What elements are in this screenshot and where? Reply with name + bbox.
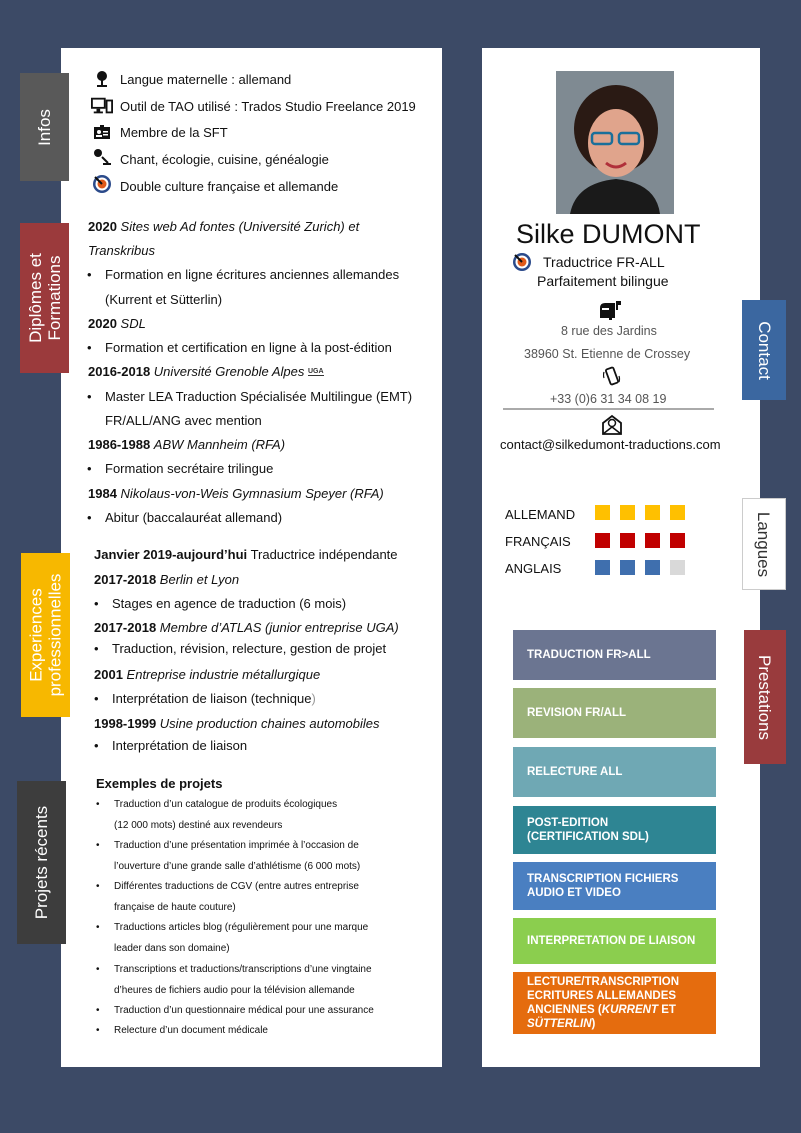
diplome-entry: 2020 SDL <box>88 316 146 331</box>
mailbox-icon <box>598 300 622 325</box>
language-name: FRANÇAIS <box>505 534 571 549</box>
prestation-traduction: TRADUCTION FR>ALL <box>513 630 716 680</box>
language-level-square <box>645 560 660 575</box>
language-name: ANGLAIS <box>505 561 562 576</box>
experience-item: • Traduction, révision, relecture, gestion de projet <box>112 641 386 656</box>
info-line: Outil de TAO utilisé : Trados Studio Freelance 2019 <box>120 99 416 114</box>
language-level-square <box>620 533 635 548</box>
language-level-square <box>670 533 685 548</box>
langues-tab: Langues <box>742 498 786 590</box>
experience-entry: 2017-2018 Berlin et Lyon <box>94 572 240 587</box>
language-level-square <box>645 505 660 520</box>
projet-line: • Relecture d’un document médicale <box>114 1025 268 1036</box>
projets-title: Exemples de projets <box>96 776 223 791</box>
diplome-item: • Formation en ligne écritures anciennes allemandes <box>105 267 399 282</box>
diplome-entry: 1984 Nikolaus-von-Weis Gymnasium Speyer (RFA) <box>88 486 384 501</box>
phone-number[interactable]: +33 (0)6 31 34 08 19 <box>550 392 667 406</box>
email-address[interactable]: contact@silkedumont-traductions.com <box>500 437 721 452</box>
experience-entry: 1998-1999 Usine production chaines automobiles <box>94 716 380 731</box>
target-icon <box>91 174 113 194</box>
experience-item: • Interprétation de liaison (technique) <box>112 691 316 706</box>
prestation-revision: REVISION FR/ALL <box>513 688 716 738</box>
diplome-item: • Master LEA Traduction Spécialisée Multilingue (EMT) <box>105 389 412 404</box>
experience-entry: 2017-2018 Membre d’ATLAS (junior entreprise UGA) <box>94 620 399 635</box>
contact-tab: Contact <box>742 300 786 400</box>
projet-line-cont: française de haute couture) <box>114 902 236 913</box>
language-level-square <box>595 533 610 548</box>
profile-subtitle: Parfaitement bilingue <box>537 273 669 289</box>
language-level-square <box>670 560 685 575</box>
prestation-transcription: TRANSCRIPTION FICHIERS AUDIO ET VIDEO <box>513 862 716 910</box>
profile-title: Traductrice FR-ALL <box>543 254 665 270</box>
projet-line: • Différentes traductions de CGV (entre autres entreprise <box>114 881 359 892</box>
id-card-icon <box>91 122 113 142</box>
experiences-tab: Experiences professionnelles <box>21 553 70 717</box>
info-line: Langue maternelle : allemand <box>120 72 292 87</box>
address-line-1: 8 rue des Jardins <box>561 324 657 338</box>
prestation-lecture: LECTURE/TRANSCRIPTION ECRITURES ALLEMANDES ANCIENNES (KURRENT ET SÜTTERLIN) <box>513 972 716 1034</box>
diplome-item-cont: FR/ALL/ANG avec mention <box>105 413 262 428</box>
info-line: Membre de la SFT <box>120 125 228 140</box>
hobbies-icon <box>91 147 113 167</box>
diplome-entry: 2016-2018 Université Grenoble Alpes $^{UGA}$ <box>88 364 324 379</box>
diplome-item: • Formation secrétaire trilingue <box>105 461 273 476</box>
infos-tab: Infos <box>20 73 69 181</box>
diplomes-tab: Diplômes et Formations <box>20 223 69 373</box>
experience-item: • Stages en agence de traduction (6 mois) <box>112 596 346 611</box>
diplome-entry-cont: Transkribus <box>88 243 155 258</box>
computer-icon <box>91 96 113 116</box>
diplome-entry: 2020 Sites web Ad fontes (Université Zurich) et <box>88 219 360 234</box>
projet-line: • Traduction d’un questionnaire médical pour une assurance <box>114 1005 374 1016</box>
diplome-item: • Abitur (baccalauréat allemand) <box>105 510 282 525</box>
projet-line-cont: leader dans son domaine) <box>114 943 230 954</box>
projet-line-cont: l’ouverture d’une grande salle d’athlétisme (6 000 mots) <box>114 861 361 872</box>
contact-divider <box>503 408 714 410</box>
diplome-entry: 1986-1988 ABW Mannheim (RFA) <box>88 437 286 452</box>
address-line-2: 38960 St. Etienne de Crossey <box>524 347 691 361</box>
diplome-item-cont: (Kurrent et Sütterlin) <box>105 292 223 307</box>
profile-name: Silke DUMONT <box>516 219 701 249</box>
projet-line: • Traduction d’une présentation imprimée à l’occasion de <box>114 840 359 851</box>
language-level-square <box>670 505 685 520</box>
uga-logo: UGA <box>307 368 324 375</box>
projet-line: • Traduction d’un catalogue de produits écologiques <box>114 799 337 810</box>
experience-entry: Janvier 2019-aujourd’hui Traductrice indépendante <box>94 547 398 562</box>
phone-icon <box>603 366 621 393</box>
projet-line: • Traductions articles blog (régulièrement pour une marque <box>114 922 368 933</box>
prestation-interpretation: INTERPRETATION DE LIAISON <box>513 918 716 964</box>
experience-entry: 2001 Entreprise industrie métallurgique <box>94 667 321 682</box>
profile-photo <box>556 71 674 214</box>
prestation-relecture: RELECTURE ALL <box>513 747 716 797</box>
language-level-square <box>620 505 635 520</box>
prestation-post-edition: POST-EDITION (CERTIFICATION SDL) <box>513 806 716 854</box>
prestations-tab: Prestations <box>744 630 786 764</box>
projet-line-cont: (12 000 mots) destiné aux revendeurs <box>114 820 283 831</box>
diplome-item: • Formation et certification en ligne à la post-édition <box>105 340 392 355</box>
projets-tab: Projets récents <box>17 781 66 944</box>
info-line: Double culture française et allemande <box>120 179 339 194</box>
target-icon <box>512 252 532 277</box>
projet-line-cont: d’heures de fichiers audio pour la télévision allemande <box>114 985 355 996</box>
info-line: Chant, écologie, cuisine, généalogie <box>120 152 329 167</box>
language-level-square <box>645 533 660 548</box>
language-level-square <box>595 505 610 520</box>
tree-icon <box>91 69 113 89</box>
language-level-square <box>595 560 610 575</box>
language-name: ALLEMAND <box>505 507 576 522</box>
language-level-square <box>620 560 635 575</box>
projet-line: • Transcriptions et traductions/transcriptions d’une vingtaine <box>114 964 372 975</box>
experience-item: • Interprétation de liaison <box>112 738 247 753</box>
